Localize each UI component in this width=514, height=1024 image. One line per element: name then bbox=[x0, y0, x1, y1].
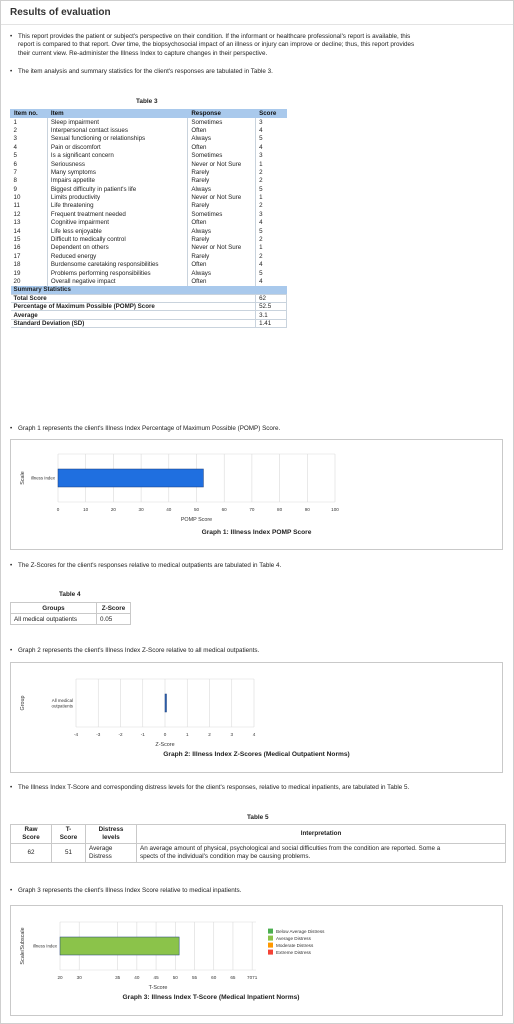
item-cell: Sleep impairment bbox=[47, 118, 187, 126]
table-row bbox=[11, 844, 506, 863]
graph1-intro: • Graph 1 represents the client's Illness Index Percentage of Maximum Possible (POMP) Score. bbox=[10, 425, 281, 432]
x-tick-label: 2 bbox=[208, 732, 211, 737]
response-cell: Never or Not Sure bbox=[188, 244, 256, 252]
legend-swatch bbox=[268, 943, 273, 948]
summary-value: 52.5 bbox=[256, 302, 287, 310]
response-cell: Never or Not Sure bbox=[188, 160, 256, 168]
item-no-cell: 1 bbox=[13, 118, 17, 126]
item-cell: Many symptoms bbox=[47, 168, 187, 176]
score-cell: 5 bbox=[256, 135, 287, 143]
table3-header-response: Response bbox=[188, 110, 256, 118]
table-row bbox=[11, 252, 287, 260]
score-cell: 3 bbox=[256, 118, 287, 126]
response-cell: Often bbox=[188, 277, 256, 285]
table-row bbox=[11, 614, 131, 625]
item-cell: Reduced energy bbox=[47, 252, 187, 260]
table-row bbox=[11, 202, 287, 210]
table-row bbox=[11, 210, 287, 218]
response-cell: Always bbox=[188, 185, 256, 193]
score-cell: 4 bbox=[256, 126, 287, 134]
response-cell: Always bbox=[188, 135, 256, 143]
table-row bbox=[11, 269, 287, 277]
item-no-cell: 4 bbox=[13, 143, 17, 151]
item-no-cell: 7 bbox=[13, 168, 17, 176]
legend-label: Extreme Distress bbox=[276, 950, 311, 955]
table5-header-t: T- Score bbox=[52, 825, 86, 844]
item-cell: Impairs appetite bbox=[47, 177, 187, 185]
category-label: Illness Index bbox=[32, 943, 57, 949]
intro-line-2: report is compared to that report. Over time, the biopsychosocial impact of an illness or injury can improve or decline; thus, this report provides bbox=[18, 41, 415, 49]
x-tick-label: 50 bbox=[193, 507, 200, 512]
item-no-cell: 19 bbox=[13, 269, 21, 277]
item-no-cell: 2 bbox=[13, 126, 17, 134]
y-axis-title: Group bbox=[20, 695, 26, 711]
x-tick-label: 7071 bbox=[247, 975, 258, 980]
table3-body bbox=[11, 118, 287, 328]
item-cell: Frequent treatment needed bbox=[47, 210, 187, 218]
summary-header: Summary Statistics bbox=[11, 286, 287, 294]
item-no-cell: 3 bbox=[13, 135, 17, 143]
table-row bbox=[11, 235, 287, 243]
table4-intro: • The Z-Scores for the client's responses relative to medical outpatients are tabulated in Table 4. bbox=[10, 562, 282, 569]
score-cell: 2 bbox=[256, 177, 287, 185]
summary-header-row bbox=[11, 286, 287, 294]
summary-row bbox=[11, 302, 287, 310]
data-bar bbox=[165, 694, 167, 712]
response-cell: Sometimes bbox=[188, 151, 256, 159]
score-cell: 2 bbox=[256, 235, 287, 243]
response-cell: Rarely bbox=[188, 168, 256, 176]
x-tick-label: 50 bbox=[172, 975, 178, 980]
table-row bbox=[11, 151, 287, 159]
item-cell: Sexual functioning or relationships bbox=[47, 135, 187, 143]
item-no-cell: 14 bbox=[13, 227, 21, 235]
x-tick-label: -3 bbox=[96, 732, 101, 737]
response-cell: Rarely bbox=[188, 235, 256, 243]
z-score-table bbox=[10, 602, 131, 625]
item-no-cell: 9 bbox=[13, 185, 17, 193]
table3-header-row bbox=[11, 110, 287, 118]
x-tick-label: 20 bbox=[110, 507, 116, 512]
x-tick-label: 80 bbox=[277, 507, 283, 512]
x-tick-label: 40 bbox=[166, 507, 172, 512]
item-cell: Life threatening bbox=[47, 202, 187, 210]
graph1-panel bbox=[10, 439, 503, 550]
x-tick-label: 0 bbox=[163, 732, 167, 737]
score-cell: 5 bbox=[256, 185, 287, 193]
table-row bbox=[11, 193, 287, 201]
section-title: Results of evaluation bbox=[10, 7, 111, 18]
item-no-cell: 11 bbox=[13, 202, 20, 210]
x-tick-label: -4 bbox=[73, 732, 79, 737]
table4-zscore-cell: 0.05 bbox=[97, 614, 131, 625]
summary-value: 3.1 bbox=[256, 311, 287, 319]
item-cell: Seriousness bbox=[47, 160, 187, 168]
x-tick-label: 60 bbox=[221, 507, 227, 512]
score-cell: 5 bbox=[256, 227, 287, 235]
legend-label: Below Average Distress bbox=[276, 929, 325, 934]
x-tick-label: 60 bbox=[211, 975, 217, 980]
category-label: Illness Index bbox=[30, 475, 55, 481]
summary-row bbox=[11, 294, 287, 302]
item-no-cell: 20 bbox=[13, 278, 21, 285]
item-cell: Burdensome caretaking responsibilities bbox=[47, 261, 187, 269]
score-cell: 3 bbox=[256, 151, 287, 159]
item-no-cell: 12 bbox=[13, 210, 21, 218]
x-tick-label: 55 bbox=[191, 975, 198, 980]
summary-label: Total Score bbox=[11, 294, 256, 302]
legend-swatch bbox=[268, 936, 273, 941]
x-tick-label: 20 bbox=[57, 975, 63, 980]
data-bar bbox=[60, 937, 179, 955]
item-cell: Biggest difficulty in patient's life bbox=[47, 185, 187, 193]
category-label: All medical bbox=[51, 697, 73, 703]
x-tick-label: -1 bbox=[140, 732, 145, 737]
graph2-panel bbox=[10, 662, 503, 773]
table5-interpretation-cell: An average amount of physical, psychological and social difficulties from the condition are reported. Some a spects of the individual's condition may be causing problems. bbox=[137, 844, 506, 863]
legend-swatch bbox=[268, 950, 273, 955]
response-cell: Often bbox=[188, 143, 256, 151]
item-no-cell: 6 bbox=[13, 160, 17, 168]
table-row bbox=[11, 126, 287, 134]
table5-distress-cell: Average Distress bbox=[86, 844, 137, 863]
intro-paragraph: • This report provides the patient or subject's perspective on their condition. If the informant or healthcare professional's report is available, this report is compared to that report. Over time, the biopsychosocial impact of an illness or injury can improve or decline; thus, this report provides their current view. Re-administer the Illness Index to capture changes in their perspective. bbox=[10, 33, 510, 58]
x-tick-label: 30 bbox=[138, 507, 144, 512]
score-cell: 4 bbox=[256, 219, 287, 227]
item-cell: Difficult to medically control bbox=[47, 235, 187, 243]
table4-header-row bbox=[11, 603, 131, 614]
response-cell: Often bbox=[188, 126, 256, 134]
item-cell: Life less enjoyable bbox=[47, 227, 187, 235]
score-cell: 1 bbox=[256, 160, 287, 168]
table5-header-row bbox=[11, 825, 506, 844]
table-row bbox=[11, 135, 287, 143]
response-cell: Always bbox=[188, 227, 256, 235]
x-tick-label: 100 bbox=[331, 507, 339, 512]
response-cell: Never or Not Sure bbox=[188, 193, 256, 201]
table5-caption: Table 5 bbox=[247, 814, 269, 821]
x-tick-label: 0 bbox=[56, 507, 60, 512]
item-no-cell: 8 bbox=[13, 177, 17, 185]
score-cell: 2 bbox=[256, 202, 287, 210]
response-cell: Often bbox=[188, 219, 256, 227]
item-analysis-table bbox=[10, 109, 287, 328]
score-cell: 2 bbox=[256, 168, 287, 176]
x-tick-label: 35 bbox=[115, 975, 121, 980]
graph3-panel bbox=[10, 905, 503, 1016]
score-cell: 1 bbox=[256, 193, 287, 201]
item-no-cell: 18 bbox=[13, 261, 21, 269]
graph2-intro: • Graph 2 represents the client's Illness Index Z-Score relative to all medical outpatients. bbox=[10, 647, 260, 654]
response-cell: Sometimes bbox=[188, 118, 256, 126]
response-cell: Rarely bbox=[188, 177, 256, 185]
table4-caption: Table 4 bbox=[59, 591, 81, 598]
legend-label: Moderate Distress bbox=[276, 943, 314, 948]
table3-header-item: Item bbox=[47, 110, 187, 118]
summary-value: 1.41 bbox=[256, 319, 287, 327]
graph3-title: Graph 3: Illness Index T-Score (Medical Inpatient Norms) bbox=[122, 994, 300, 1001]
item-cell: Interpersonal contact issues bbox=[47, 126, 187, 134]
table-row bbox=[11, 160, 287, 168]
x-tick-label: 65 bbox=[230, 975, 236, 980]
score-cell: 3 bbox=[256, 210, 287, 218]
legend-label: Average Distress bbox=[276, 936, 311, 941]
table-row bbox=[11, 261, 287, 269]
table-row bbox=[11, 118, 287, 126]
table-row bbox=[11, 143, 287, 151]
table3-header-score: Score bbox=[256, 110, 287, 118]
x-tick-label: 1 bbox=[185, 732, 189, 737]
table5-raw-cell: 62 bbox=[11, 844, 52, 863]
table-row bbox=[11, 177, 287, 185]
summary-row bbox=[11, 319, 287, 327]
score-cell: 4 bbox=[256, 261, 287, 269]
intro-line-3: their current view. Re-administer the Illness Index to capture changes in their perspective. bbox=[18, 49, 268, 57]
table-row bbox=[11, 277, 287, 285]
score-cell: 4 bbox=[256, 277, 287, 285]
item-cell: Cognitive impairment bbox=[47, 219, 187, 227]
item-no-cell: 5 bbox=[13, 152, 17, 160]
table4-header-groups: Groups bbox=[11, 603, 97, 614]
x-tick-label: 40 bbox=[134, 975, 140, 980]
table-row bbox=[11, 227, 287, 235]
table-row bbox=[11, 219, 287, 227]
summary-label: Average bbox=[11, 311, 256, 319]
category-label: outpatients bbox=[51, 703, 73, 709]
table3-caption: Table 3 bbox=[136, 98, 158, 105]
x-axis-title: POMP Score bbox=[180, 517, 213, 523]
response-cell: Often bbox=[188, 261, 256, 269]
item-cell: Is a significant concern bbox=[47, 151, 187, 159]
data-bar bbox=[58, 469, 203, 487]
graph2-title: Graph 2: Illness Index Z-Scores (Medical Outpatient Norms) bbox=[163, 751, 350, 758]
x-tick-label: 3 bbox=[230, 732, 234, 737]
table5-header-raw: Raw Score bbox=[11, 825, 52, 844]
summary-value: 62 bbox=[256, 294, 287, 302]
score-cell: 1 bbox=[256, 244, 287, 252]
table-row bbox=[11, 244, 287, 252]
item-no-cell: 10 bbox=[13, 194, 21, 202]
x-tick-label: -2 bbox=[118, 732, 123, 737]
item-cell: Dependent on others bbox=[47, 244, 187, 252]
response-cell: Sometimes bbox=[188, 210, 256, 218]
item-cell: Problems performing responsibilities bbox=[47, 269, 187, 277]
table-row bbox=[11, 185, 287, 193]
x-tick-label: 90 bbox=[304, 507, 310, 512]
item-no-cell: 13 bbox=[13, 219, 21, 227]
graph3-intro: • Graph 3 represents the client's Illness Index Score relative to medical inpatients. bbox=[10, 887, 242, 894]
table5-header-distress: Distress levels bbox=[86, 825, 137, 844]
x-tick-label: 30 bbox=[76, 975, 82, 980]
item-cell: Pain or discomfort bbox=[47, 143, 187, 151]
item-no-cell: 17 bbox=[13, 252, 21, 260]
score-cell: 2 bbox=[256, 252, 287, 260]
table3-intro: • The item analysis and summary statistics for the client's responses are tabulated in Table 3. bbox=[10, 68, 273, 75]
x-tick-label: 4 bbox=[252, 732, 256, 737]
summary-label: Percentage of Maximum Possible (POMP) Score bbox=[11, 302, 256, 310]
item-no-cell: 15 bbox=[13, 236, 21, 244]
item-no-cell: 16 bbox=[13, 244, 21, 252]
table4-group-cell: All medical outpatients bbox=[11, 614, 97, 625]
x-tick-label: 10 bbox=[83, 507, 89, 512]
graph1-title: Graph 1: Illness Index POMP Score bbox=[201, 529, 312, 536]
x-axis-title: T-Score bbox=[148, 985, 168, 991]
legend-swatch bbox=[268, 929, 273, 934]
response-cell: Rarely bbox=[188, 202, 256, 210]
table5-header-interpretation: Interpretation bbox=[137, 825, 506, 844]
intro-line-1: This report provides the patient or subject's perspective on their condition. If the informant or healthcare professional's report is available, this bbox=[18, 33, 411, 40]
y-axis-title: Scale bbox=[20, 471, 26, 485]
response-cell: Rarely bbox=[188, 252, 256, 260]
table5-t-cell: 51 bbox=[52, 844, 86, 863]
table5-intro: • The Illness Index T-Score and corresponding distress levels for the client's responses, relative to medical inpatients, are tabulated in Table 5. bbox=[10, 784, 410, 791]
x-tick-label: 45 bbox=[153, 975, 159, 980]
x-axis-title: Z-Score bbox=[155, 742, 175, 748]
score-cell: 4 bbox=[256, 143, 287, 151]
table-row bbox=[11, 168, 287, 176]
item-cell: Limits productivity bbox=[47, 193, 187, 201]
summary-row bbox=[11, 311, 287, 319]
section-header bbox=[1, 1, 513, 25]
x-tick-label: 70 bbox=[249, 507, 255, 512]
table4-header-zscore: Z-Score bbox=[97, 603, 131, 614]
response-cell: Always bbox=[188, 269, 256, 277]
item-cell: Overall negative impact bbox=[47, 277, 187, 285]
summary-label: Standard Deviation (SD) bbox=[11, 319, 256, 327]
score-cell: 5 bbox=[256, 269, 287, 277]
t-score-table bbox=[10, 824, 506, 863]
y-axis-title: Scale/Subscale bbox=[20, 927, 26, 965]
table3-header-item-no: Item no. bbox=[11, 110, 48, 118]
